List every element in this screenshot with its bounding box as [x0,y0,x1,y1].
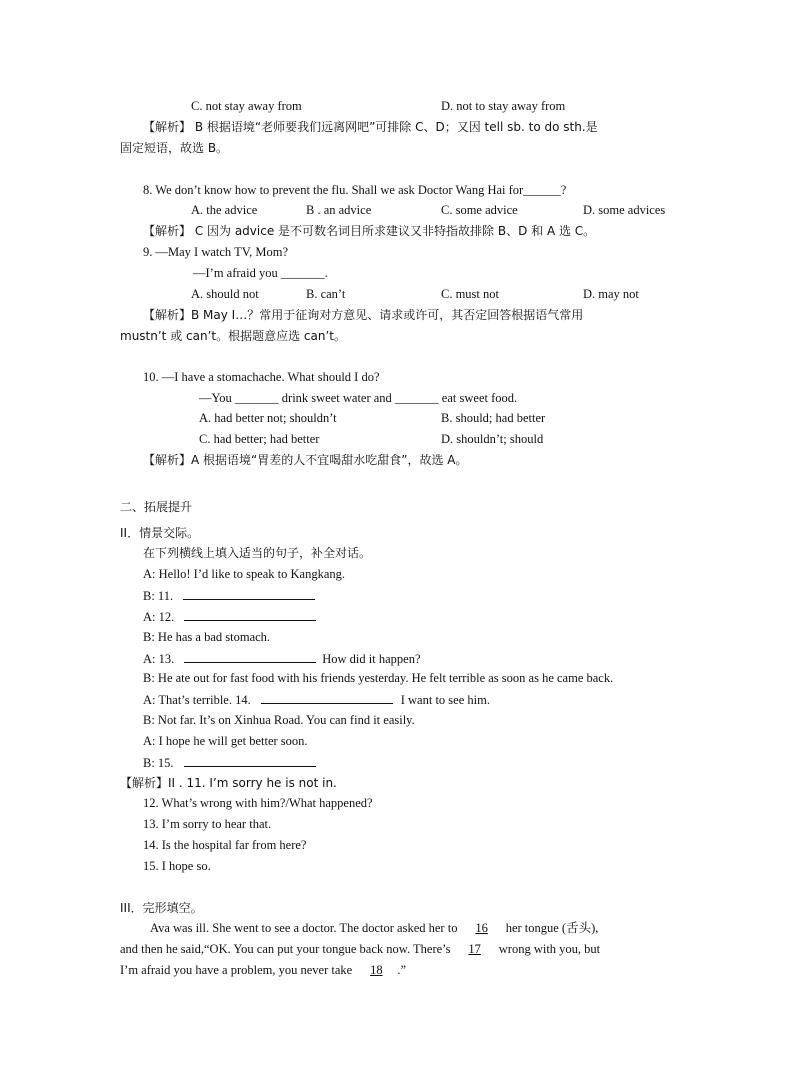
cloze-line-1 [150,921,598,936]
part-ii-answer-14: 14. Is the hospital far from here? [143,838,307,852]
dialogue-line-4: B: He has a bad stomach. [143,630,271,644]
q10-option-a: A. had better not; shouldn’t [199,411,337,425]
cloze-blank-16[interactable]: 16 [475,921,488,935]
cloze-line-2 [120,942,600,957]
q10-option-b: B. should; had better [441,411,546,425]
q9-analysis-line2: mustn’t 或 can’t。根据题意应选 can’t。 [120,329,346,343]
q8-option-d: D. some advices [583,203,666,217]
cloze-blank-17[interactable]: 17 [468,942,481,956]
cloze-line-1-tail: her tongue (舌头), [505,921,599,935]
q7-analysis-line2: 固定短语，故选 B。 [120,141,229,155]
q7-option-d: D. not to stay away from [441,99,566,113]
part-ii-answer-12: 12. What’s wrong with him?/What happened? [143,796,373,810]
cloze-line-1-text: Ava was ill. She went to see a doctor. The doctor asked her to [150,921,458,935]
dialogue-line-10-label: B: 15. [143,756,174,770]
q8-option-c: C. some advice [441,203,518,217]
q9-option-a: A. should not [191,287,259,301]
q9-analysis-line1: 【解析】B May I…？常用于征询对方意见、请求或许可，其否定回答根据语气常用 [143,308,584,322]
q7-analysis-line1: 【解析】 B 根据语境“老师要我们远离网吧”可排除 C、D；又因 tell sb. to do sth.是 [143,120,598,134]
part-iii-title: III．完形填空。 [120,901,203,915]
part-ii-instruction: 在下列横线上填入适当的句子，补全对话。 [143,546,372,560]
blank-13[interactable] [184,651,316,663]
dialogue-line-2-label: B: 11. [143,589,174,603]
q10-analysis: 【解析】A 根据语境“胃差的人不宜喝甜水吃甜食”，故选 A。 [143,453,468,467]
q8-stem: 8. We don’t know how to prevent the flu. Shall we ask Doctor Wang Hai for______? [143,183,567,197]
dialogue-line-7-tail: I want to see him. [400,693,490,707]
q8-option-b: B . an advice [306,203,372,217]
q10-reply: —You _______ drink sweet water and _______ eat sweet food. [199,391,518,405]
dialogue-line-5-label: A: 13. [143,652,175,666]
q10-option-d: D. shouldn’t; should [441,432,544,446]
dialogue-line-5-tail: How did it happen? [322,652,421,666]
dialogue-line-3-label: A: 12. [143,610,175,624]
blank-12[interactable] [184,609,316,621]
q9-stem: 9. —May I watch TV, Mom? [143,245,289,259]
blank-15[interactable] [184,755,316,767]
dialogue-line-3 [143,609,316,625]
q7-option-c: C. not stay away from [191,99,302,113]
q9-reply: —I’m afraid you _______. [193,266,328,280]
dialogue-line-1: A: Hello! I’d like to speak to Kangkang. [143,567,346,581]
cloze-line-2-text: and then he said,“OK. You can put your tongue back now. There’s [120,942,451,956]
q10-option-c: C. had better; had better [199,432,320,446]
dialogue-line-8: B: Not far. It’s on Xinhua Road. You can find it easily. [143,713,415,727]
part-ii-title: II．情景交际。 [120,526,200,540]
part-ii-answer-13: 13. I’m sorry to hear that. [143,817,272,831]
blank-14[interactable] [261,692,393,704]
q9-option-c: C. must not [441,287,499,301]
q9-option-b: B. can’t [306,287,346,301]
cloze-line-3-tail: .” [397,963,407,977]
dialogue-line-7-label: A: That’s terrible. 14. [143,693,251,707]
dialogue-line-9: A: I hope he will get better soon. [143,734,308,748]
blank-11[interactable] [183,588,315,600]
dialogue-line-7 [143,692,490,708]
cloze-line-2-tail: wrong with you, but [498,942,601,956]
cloze-line-3-text: I’m afraid you have a problem, you never take [120,963,353,977]
dialogue-line-6: B: He ate out for fast food with his friends yesterday. He felt terrible as soon as he came back. [143,671,614,685]
dialogue-line-10 [143,755,316,771]
dialogue-line-5 [143,651,421,667]
q8-option-a: A. the advice [191,203,258,217]
cloze-line-3 [120,963,406,978]
q9-option-d: D. may not [583,287,639,301]
cloze-blank-18[interactable]: 18 [370,963,383,977]
part-ii-answer-15: 15. I hope so. [143,859,211,873]
q10-stem: 10. —I have a stomachache. What should I do? [143,370,380,384]
dialogue-line-2 [143,588,315,604]
section-title: 二、拓展提升 [120,500,193,514]
q8-analysis: 【解析】 C 因为 advice 是不可数名词目所求建议又非特指故排除 B、D 和 A 选 C。 [143,224,596,238]
part-ii-answer-11: 【解析】II . 11. I’m sorry he is not in. [120,776,337,790]
